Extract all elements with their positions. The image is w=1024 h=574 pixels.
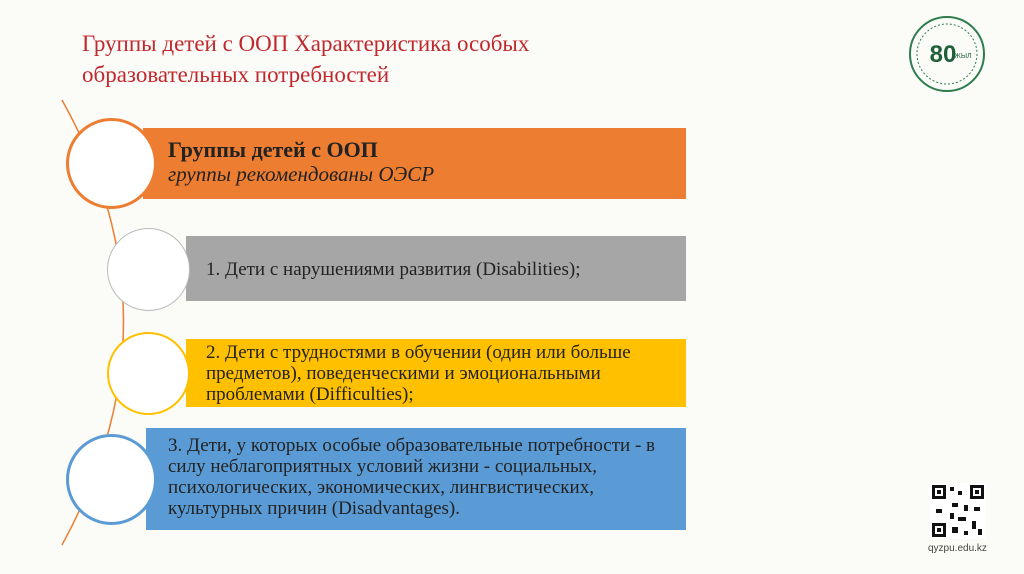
yellow-circle-marker — [107, 332, 190, 415]
group-3-band — [146, 428, 686, 530]
group-2-band — [186, 339, 686, 407]
blue-circle-marker — [66, 434, 157, 525]
logo-number: 80 — [929, 41, 957, 68]
orange-circle-marker — [66, 118, 157, 209]
qr-code-icon — [930, 483, 986, 539]
gray-circle-marker — [107, 228, 190, 311]
groups-header-band — [143, 128, 686, 199]
page-title: Группы детей с ООП Характеристика особых образовательных потребностей — [82, 31, 530, 87]
group-1-text: 1. Дети с нарушениями развития (Disabilities); — [206, 259, 581, 280]
group-3-text: 3. Дети, у которых особые образовательные потребности - в силу неблагоприятных условий жизни - социальных, психологических, экономических, лингвистических, культурных причин (Disadvantages). — [168, 435, 656, 519]
university-80-years-logo — [907, 14, 987, 94]
group-2-text: 2. Дети с трудностями в обучении (один или больше предметов), поведенческими и эмоциональными проблемами (Difficulties); — [206, 342, 631, 405]
groups-header-subtitle: группы рекомендованы ОЭСР — [168, 162, 435, 186]
logo-subtext: ЖЫЛ — [954, 53, 972, 60]
groups-header-title: Группы детей с ООП — [168, 137, 378, 162]
website-url: qyzpu.edu.kz — [928, 543, 987, 554]
group-1-band — [186, 236, 686, 301]
